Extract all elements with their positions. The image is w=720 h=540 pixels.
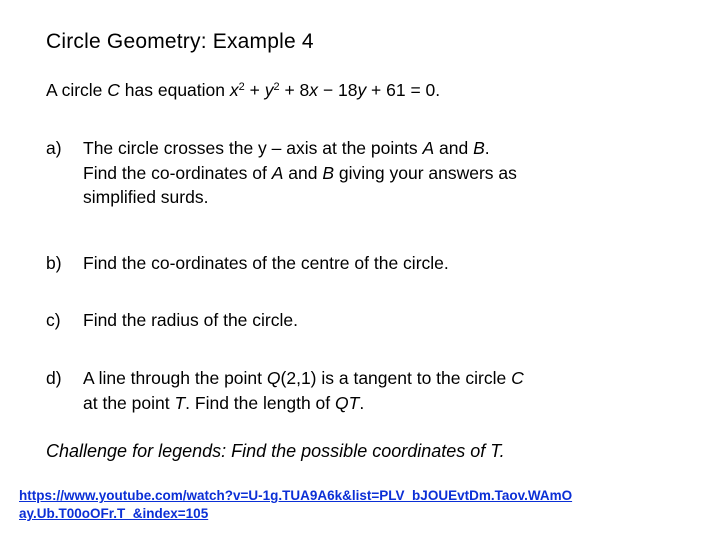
question-a-text: The circle crosses the y – axis at the points A and B. Find the co-ordinates of A and B giving your answers as simplified surds. — [83, 138, 517, 207]
question-b-text: Find the co-ordinates of the centre of the circle. — [83, 253, 449, 273]
youtube-link[interactable]: https://www.youtube.com/watch?v=U-1g.TUA9A6k&list=PLV_bJOUEvtDm.Taov.WAmOay.Ub.T00oOFr.T_&index=105 — [19, 488, 573, 521]
question-c-label: c) — [46, 310, 61, 330]
question-c — [46, 308, 666, 334]
question-c-text: Find the radius of the circle. — [83, 310, 298, 330]
question-d-text: A line through the point Q(2,1) is a tangent to the circle C at the point T. Find the length of QT. — [83, 368, 524, 413]
question-d-label: d) — [46, 368, 62, 388]
question-b-label: b) — [46, 253, 62, 273]
slide-title: Circle Geometry: Example 4 — [46, 30, 314, 53]
intro-equation: A circle C has equation $x^2 + y^2 + 8x - 18y + 61 = 0$. — [46, 80, 441, 100]
question-d — [46, 366, 666, 418]
challenge-text: Challenge for legends: Find the possible coordinates of T. — [46, 441, 505, 461]
question-a — [46, 136, 666, 216]
question-b — [46, 251, 666, 277]
question-a-label: a) — [46, 138, 62, 158]
